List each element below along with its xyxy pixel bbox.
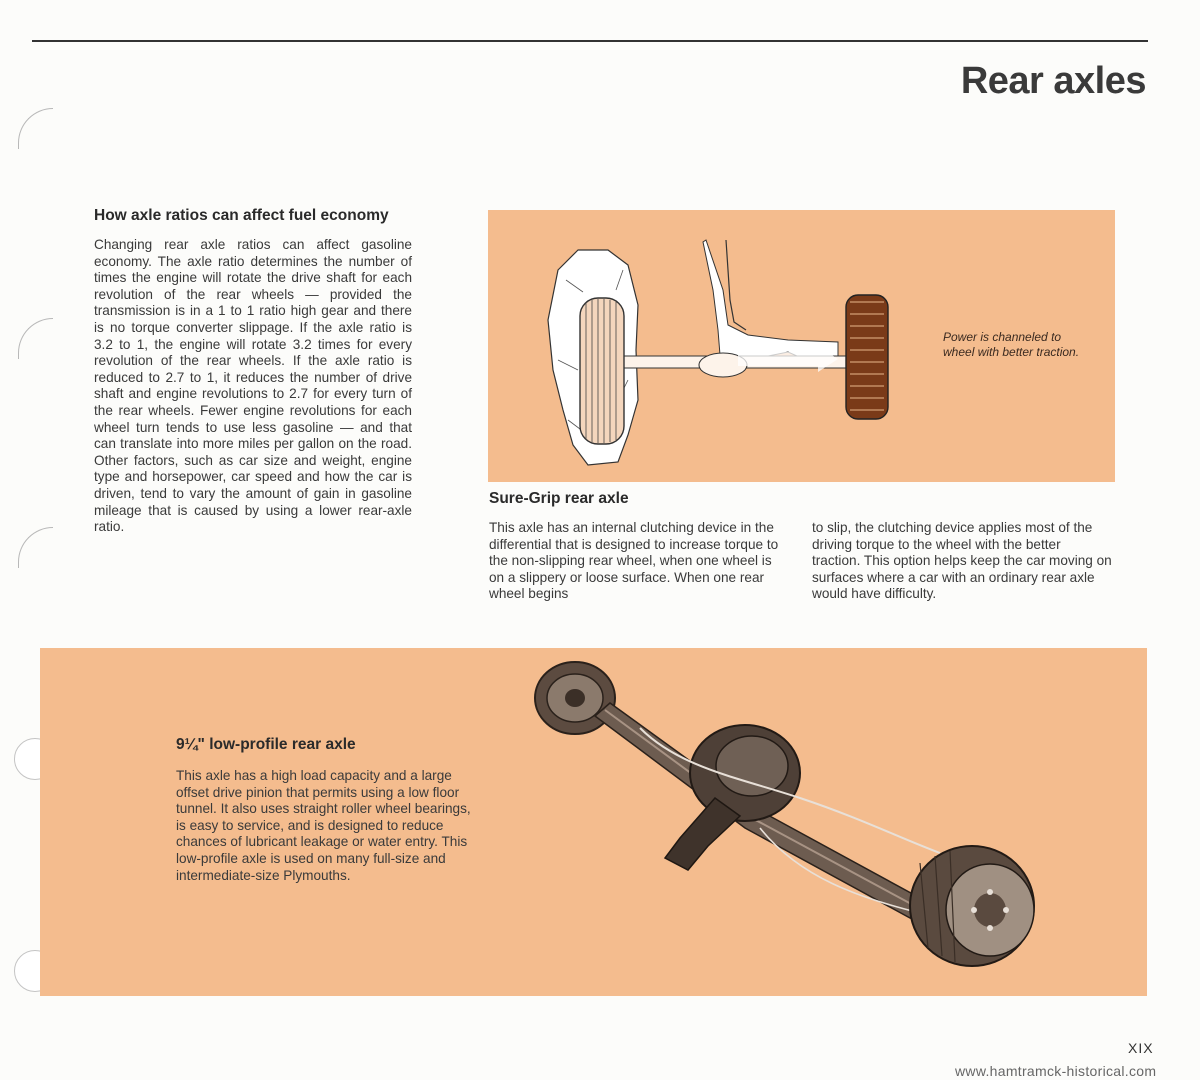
binder-hole [18, 318, 53, 359]
page-title: Rear axles [960, 60, 1146, 102]
diagram-caption: Power is channeled to wheel with better traction. [943, 330, 1080, 359]
sure-grip-body-col1: This axle has an internal clutching device in the differential that is designed to increase torque to the non-slipping rear wheel, when one wheel is on a slippery or loose surface. When one rear wheel begins [489, 520, 779, 602]
low-profile-axle-panel [40, 648, 1147, 996]
sure-grip-diagram [488, 210, 1115, 482]
low-profile-heading: 9¼" low-profile rear axle [176, 736, 356, 753]
fuel-economy-body: Changing rear axle ratios can affect gasoline economy. The axle ratio determines the number of times the engine will rotate the drive shaft for each revolution of the rear wheels — provided the transmission is in a 1 to 1 ratio high gear and there is no torque converter slippage. If the axle ratio is 3.2 to 1, the engine will rotate 3.2 times for every revolution of the rear wheels. If the axle ratio is reduced to 2.7 to 1, it reduces the number of drive shaft and engine revolutions to 2.7 for every turn of the rear wheels. Fewer engine revolutions for each wheel turn tends to use less gasoline — and that can translate into more miles per gallon on the road. Other factors, such as car size and weight, engine type and horsepower, car speed and how the car is driven, tend to vary the amount of gain in gasoline mileage that is caused by using a lower rear-axle ratio. [94, 237, 412, 535]
fuel-economy-heading: How axle ratios can affect fuel economy [94, 207, 389, 224]
sure-grip-body-col2: to slip, the clutching device applies most of the driving torque to the wheel with the better traction. This option helps keep the car moving on surfaces where a car with an ordinary rear axle would have difficulty. [812, 520, 1112, 602]
low-profile-body: This axle has a high load capacity and a large offset drive pinion that permits using a low floor tunnel. It also uses straight roller wheel bearings, is easy to service, and is designed to reduce chances of lubricant leakage or water entry. This low-profile axle is used on many full-size and intermediate-size Plymouths. [176, 768, 471, 883]
fuel-economy-section [94, 207, 424, 536]
page-number: XIX [1128, 1040, 1154, 1056]
header-rule [32, 40, 1148, 42]
binder-hole [18, 527, 53, 568]
sure-grip-heading: Sure-Grip rear axle [489, 490, 629, 507]
low-profile-text [176, 736, 476, 884]
binder-hole [18, 108, 53, 149]
watermark-url: www.hamtramck-historical.com [955, 1063, 1157, 1079]
